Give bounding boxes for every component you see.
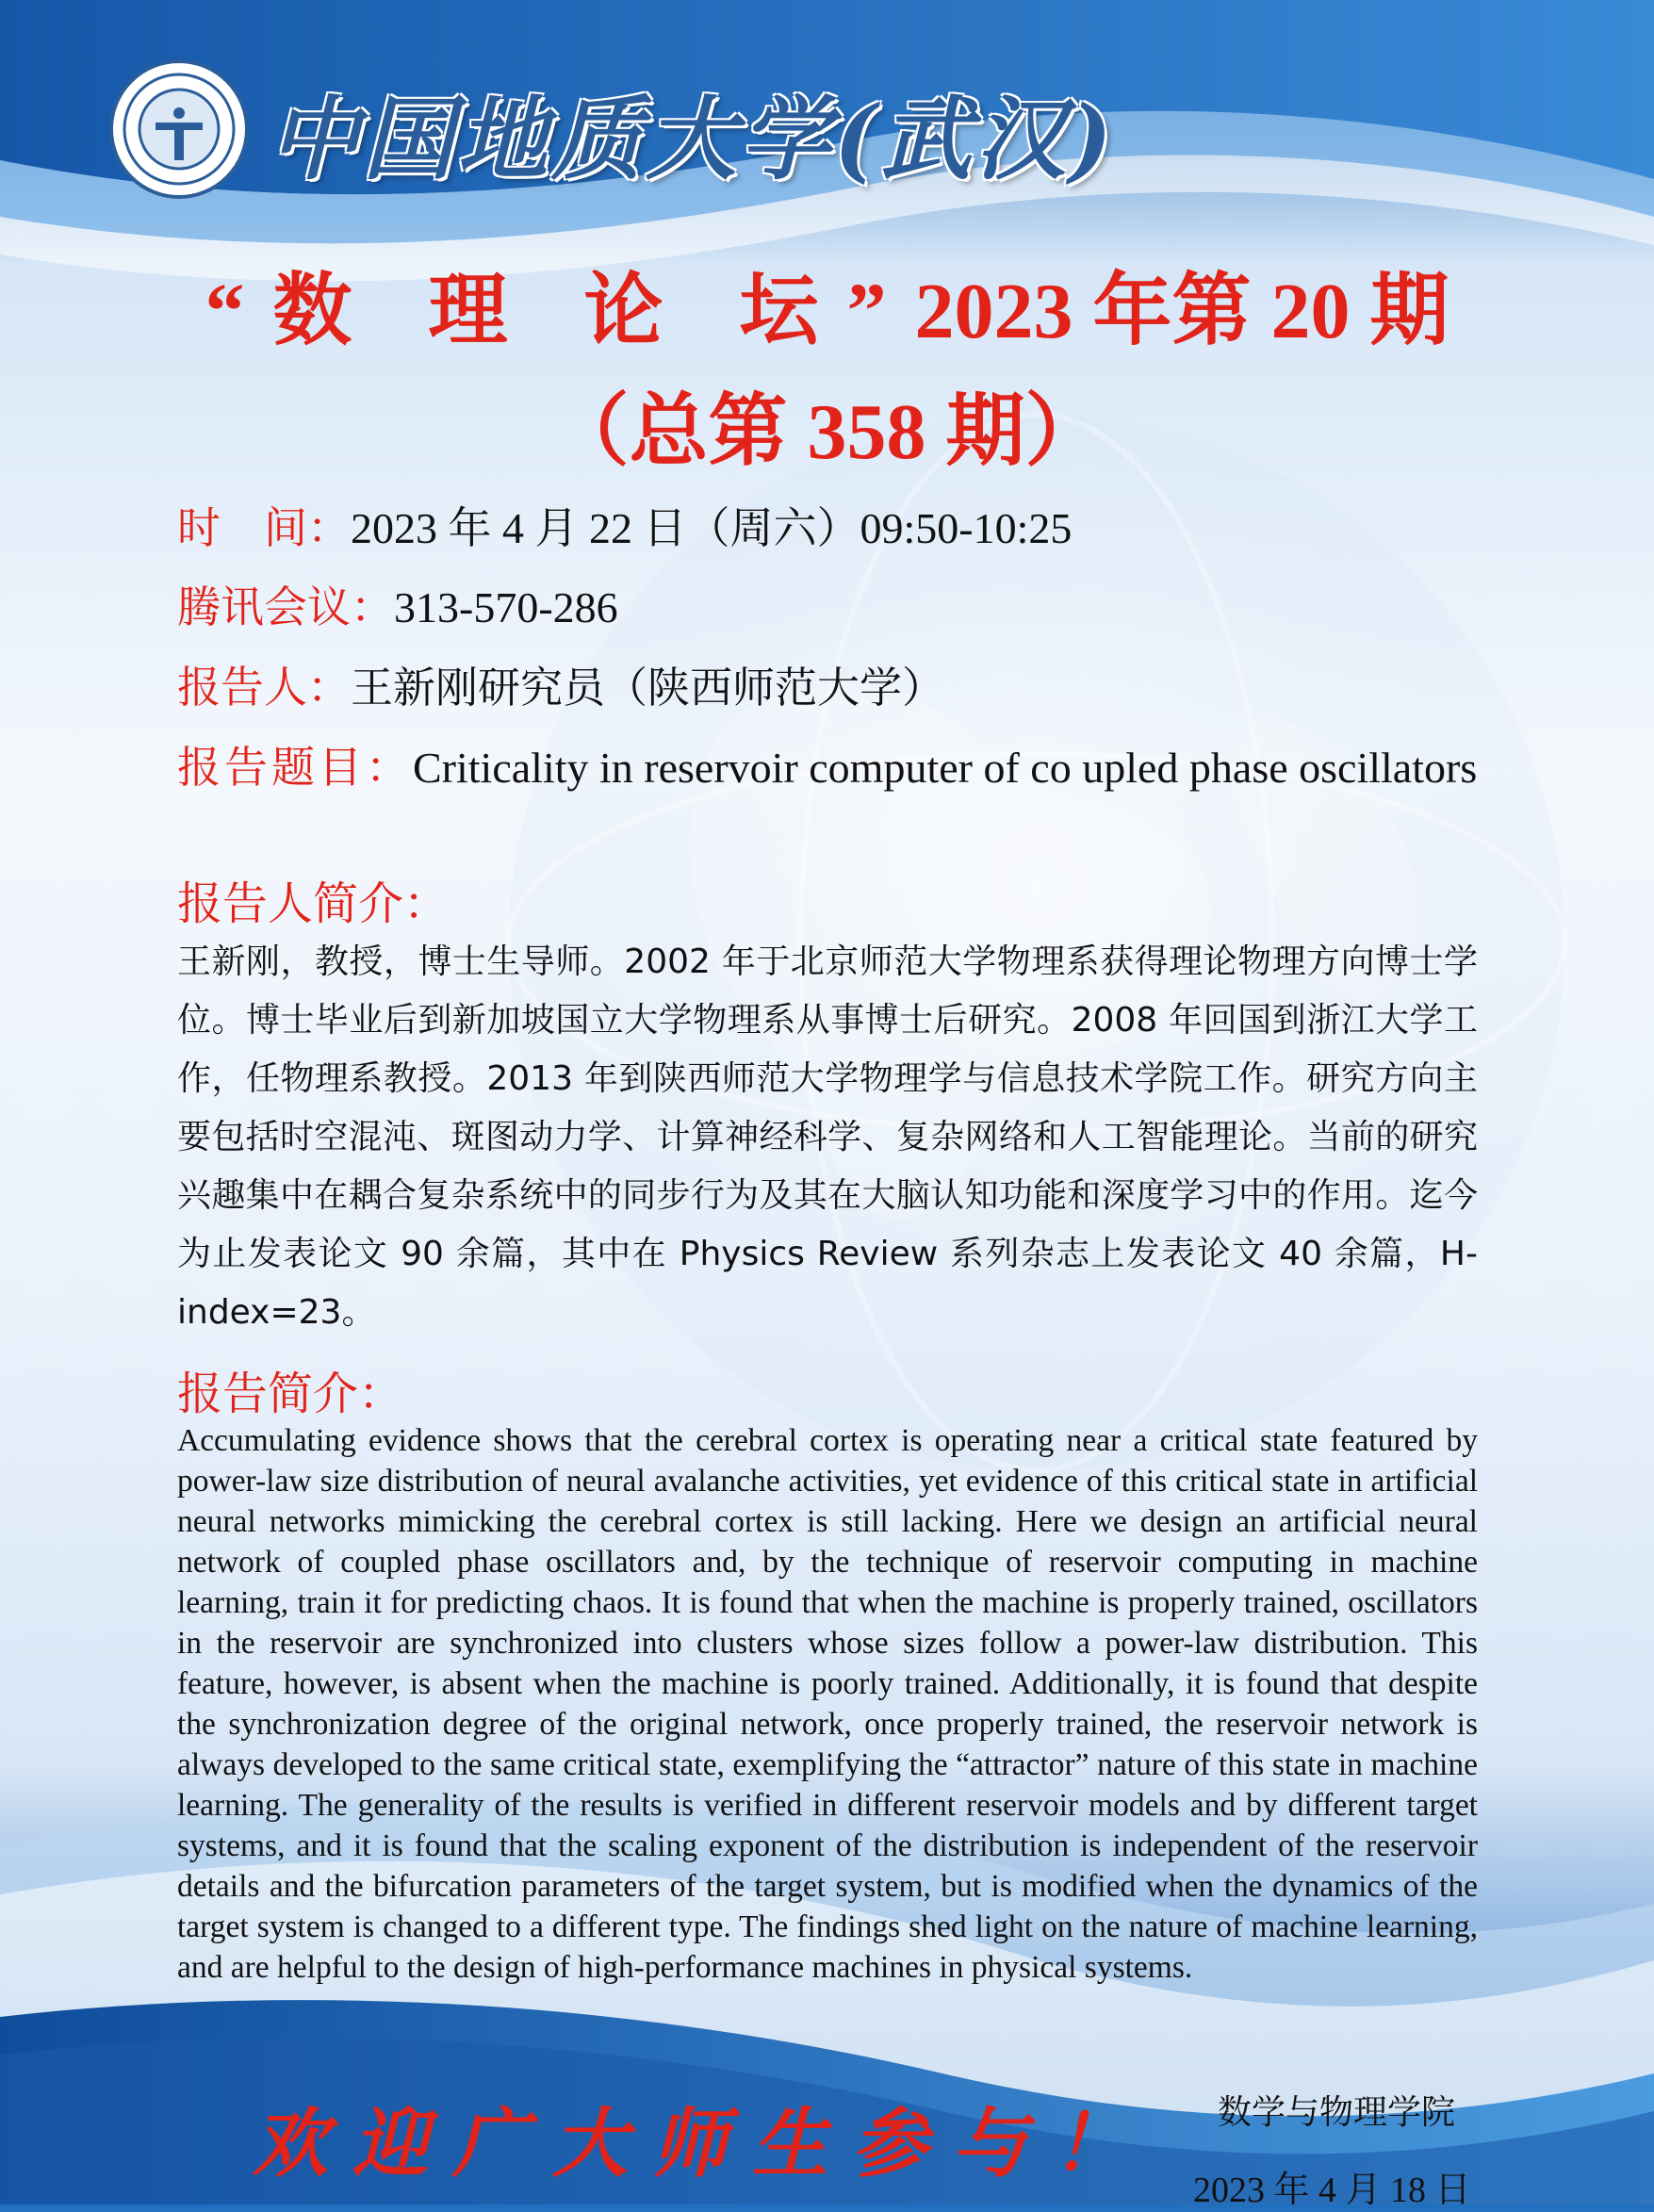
forum-title xyxy=(0,247,1654,361)
speaker-name: 王新刚研究员（陕西师范大学） xyxy=(351,663,945,713)
meeting-row xyxy=(177,573,1478,635)
university-name: 中国地质大学(武汉) xyxy=(269,86,1116,192)
time-label: 时 间： xyxy=(177,502,351,553)
organizer-school: 数学与物理学院 xyxy=(1218,2093,1456,2132)
abstract-text: Accumulating evidence shows that the cerebral cortex is operating near a critical state featured by power-law size distribution of neural avalanche activities, yet evidence of this critical state in artificial neural networks mimicking the cerebral cortex is still lacking. Here we design an artificial neural network of coupled phase oscillators and, by the technique of reservoir computing in machine learning, train it for predicting chaos. It is found that when the machine is properly trained, oscillators in the reservoir are synchronized into clusters whose sizes follow a power-law distribution. This feature, however, is absent when the machine is poorly trained. Additionally, it is found that despite the synchronization degree of the original network, once properly trained, the reservoir network is always developed to the same critical state, exemplifying the “attractor” nature of this state in machine learning. The generality of the results is verified in different reservoir models and by different target systems, and it is found that the scaling exponent of the distribution is independent of the reservoir details and the bifurcation parameters of the target system, but is modified when the dynamics of the target system is changed to a different type. The findings shed light on the nature of machine learning, and are helpful to the design of high-performance machines in physical systems. xyxy=(177,1423,1478,1985)
university-logo xyxy=(108,58,250,200)
meeting-label: 腾讯会议： xyxy=(177,582,394,632)
issue-date: 2023 年 4 月 18 日 xyxy=(1193,2171,1471,2210)
speaker-label: 报告人： xyxy=(177,662,351,713)
welcome-slogan: 欢迎广大师生参与！ xyxy=(253,2100,1152,2187)
topic-row xyxy=(177,735,1478,800)
abstract-heading: 报告简介： xyxy=(177,1368,404,1420)
topic-label: 报告题目： xyxy=(177,742,413,793)
forum-name: “数 理 论 坛” xyxy=(205,268,915,355)
time-value: 2023 年 4 月 22 日（周六）09:50-10:25 xyxy=(351,504,1073,552)
bio-heading: 报告人简介： xyxy=(177,877,450,930)
bio-text: 王新刚，教授，博士生导师。2002 年于北京师范大学物理系获得理论物理方向博士学位。博士毕业后到新加坡国立大学物理系从事博士后研究。2008 年回国到浙江大学工作，任物理系教授。2013 年到陕西师范大学物理学与信息技术学院工作。研究方向主要包括时空混沌、斑图动力学、计算神经科学、复杂网络和人工智能理论。当前的研究兴趣集中在耦合复杂系统中的同步行为及其在大脑认知功能和深度学习中的作用。迄今为止发表论文 90 余篇，其中在 Physics Review 系列杂志上发表论文 40 余篇，H-index=23。 xyxy=(177,942,1478,1332)
time-row xyxy=(177,494,1478,556)
meeting-id: 313-570-286 xyxy=(394,583,618,631)
topic-title: Criticality in reservoir computer of co upled phase oscillators xyxy=(413,744,1478,792)
total-issue: （总第 358 期） xyxy=(549,388,1105,476)
speaker-row xyxy=(177,653,1478,715)
forum-issue: 2023 年第 20 期 xyxy=(914,268,1449,355)
